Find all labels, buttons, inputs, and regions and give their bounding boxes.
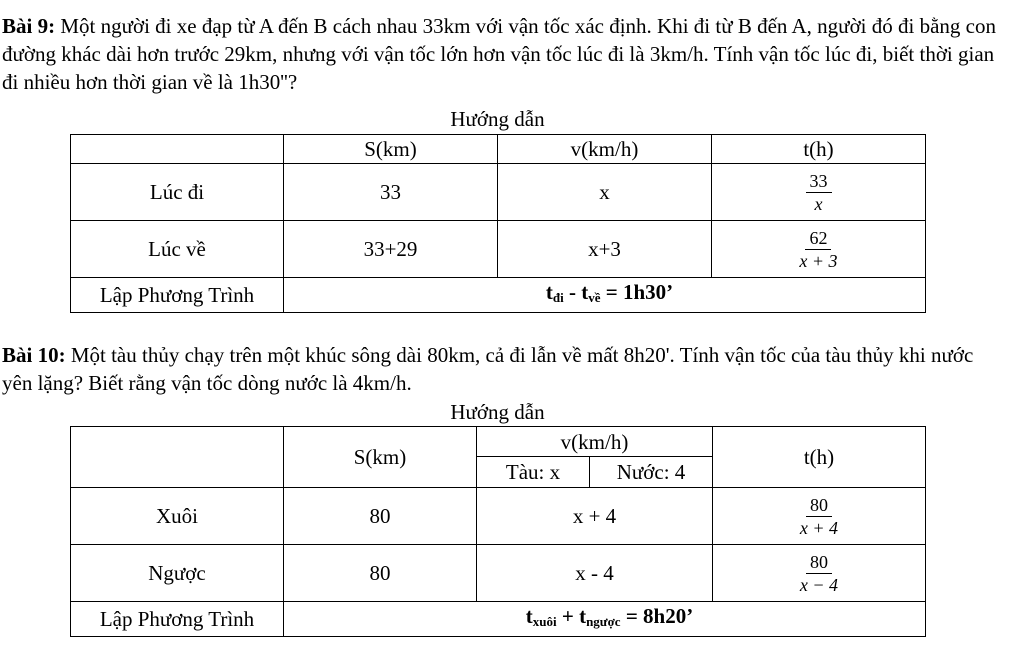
row-distance: 80 (284, 488, 477, 545)
row-distance: 80 (284, 545, 477, 602)
problem-10-statement (2, 341, 1002, 397)
problem-10-label: Bài 10: (2, 343, 66, 367)
table-row (71, 488, 926, 545)
equation-cell (284, 602, 926, 637)
problem-9-guide-heading: Hướng dẫn (450, 107, 545, 131)
table-row (71, 164, 926, 221)
row-distance: 33 (284, 164, 498, 221)
problem-9-statement (2, 12, 1002, 96)
equation-term: t (545, 280, 553, 304)
row-distance: 33+29 (284, 221, 498, 278)
equation-term: t (579, 604, 587, 628)
header-empty-cell (71, 135, 284, 164)
row-time (712, 221, 926, 278)
problem-10-table (70, 426, 926, 637)
time-fraction (795, 227, 841, 272)
header-distance: S(km) (284, 427, 477, 488)
equation-label: Lập Phương Trình (71, 602, 284, 637)
header-time: t(h) (712, 135, 926, 164)
table-row (71, 221, 926, 278)
row-label: Lúc về (71, 221, 284, 278)
time-fraction (806, 170, 832, 215)
header-water-velocity: Nước: 4 (590, 457, 713, 488)
header-velocity: v(km/h) (477, 427, 713, 457)
table-header-row (71, 135, 926, 164)
fraction-numerator: 62 (805, 227, 831, 250)
problem-9-label: Bài 9: (2, 14, 56, 38)
equation-subscript: xuôi (532, 614, 557, 629)
header-time: t(h) (713, 427, 926, 488)
row-time (713, 488, 926, 545)
row-time (712, 164, 926, 221)
time-fraction (796, 551, 842, 596)
equation-cell (284, 278, 926, 313)
row-velocity: x - 4 (477, 545, 713, 602)
fraction-numerator: 80 (806, 494, 832, 517)
equation-term: t (581, 280, 589, 304)
row-velocity: x+3 (498, 221, 712, 278)
equation-rhs: = 8h20’ (620, 604, 694, 628)
fraction-denominator: x (814, 193, 823, 214)
fraction-denominator: x − 4 (799, 574, 839, 595)
time-fraction (796, 494, 842, 539)
problem-10-guide-heading: Hướng dẫn (450, 400, 545, 424)
problem-9-table (70, 134, 926, 313)
fraction-numerator: 33 (806, 170, 832, 193)
header-empty-cell (71, 427, 284, 488)
row-velocity: x + 4 (477, 488, 713, 545)
equation-subscript: ngược (586, 614, 621, 629)
equation (526, 604, 693, 628)
equation-subscript: đi (552, 290, 564, 305)
table-row (71, 545, 926, 602)
row-label: Xuôi (71, 488, 284, 545)
equation (546, 280, 673, 304)
fraction-numerator: 80 (806, 551, 832, 574)
table-header-row (71, 427, 926, 457)
fraction-denominator: x + 3 (799, 250, 838, 271)
equation-row (71, 278, 926, 313)
header-boat-velocity: Tàu: x (477, 457, 590, 488)
fraction-denominator: x + 4 (799, 517, 839, 538)
equation-term: t (525, 604, 533, 628)
equation-rhs: = 1h30’ (600, 280, 674, 304)
row-label: Ngược (71, 545, 284, 602)
header-distance: S(km) (284, 135, 498, 164)
equation-row (71, 602, 926, 637)
equation-operator: + (556, 604, 580, 628)
header-velocity: v(km/h) (498, 135, 712, 164)
row-time (713, 545, 926, 602)
row-velocity: x (498, 164, 712, 221)
equation-subscript: về (588, 290, 601, 305)
problem-10-text: Một tàu thủy chạy trên một khúc sông dài 80km, cả đi lẫn về mất 8h20'. Tính vận tốc của tàu thủy khi nước yên lặng? Biết rằng vận tốc dòng nước là 4km/h. (2, 343, 974, 395)
equation-operator: - (563, 280, 582, 304)
problem-9-text: Một người đi xe đạp từ A đến B cách nhau 33km với vận tốc xác định. Khi đi từ B đến A, người đó đi bằng con đường khác dài hơn trước 29km, nhưng với vận tốc lớn hơn vận tốc lúc đi là 3km/h. Tính vận tốc lúc đi, biết thời gian đi nhiều hơn thời gian về là 1h30''? (2, 14, 996, 94)
row-label: Lúc đi (71, 164, 284, 221)
equation-label: Lập Phương Trình (71, 278, 284, 313)
